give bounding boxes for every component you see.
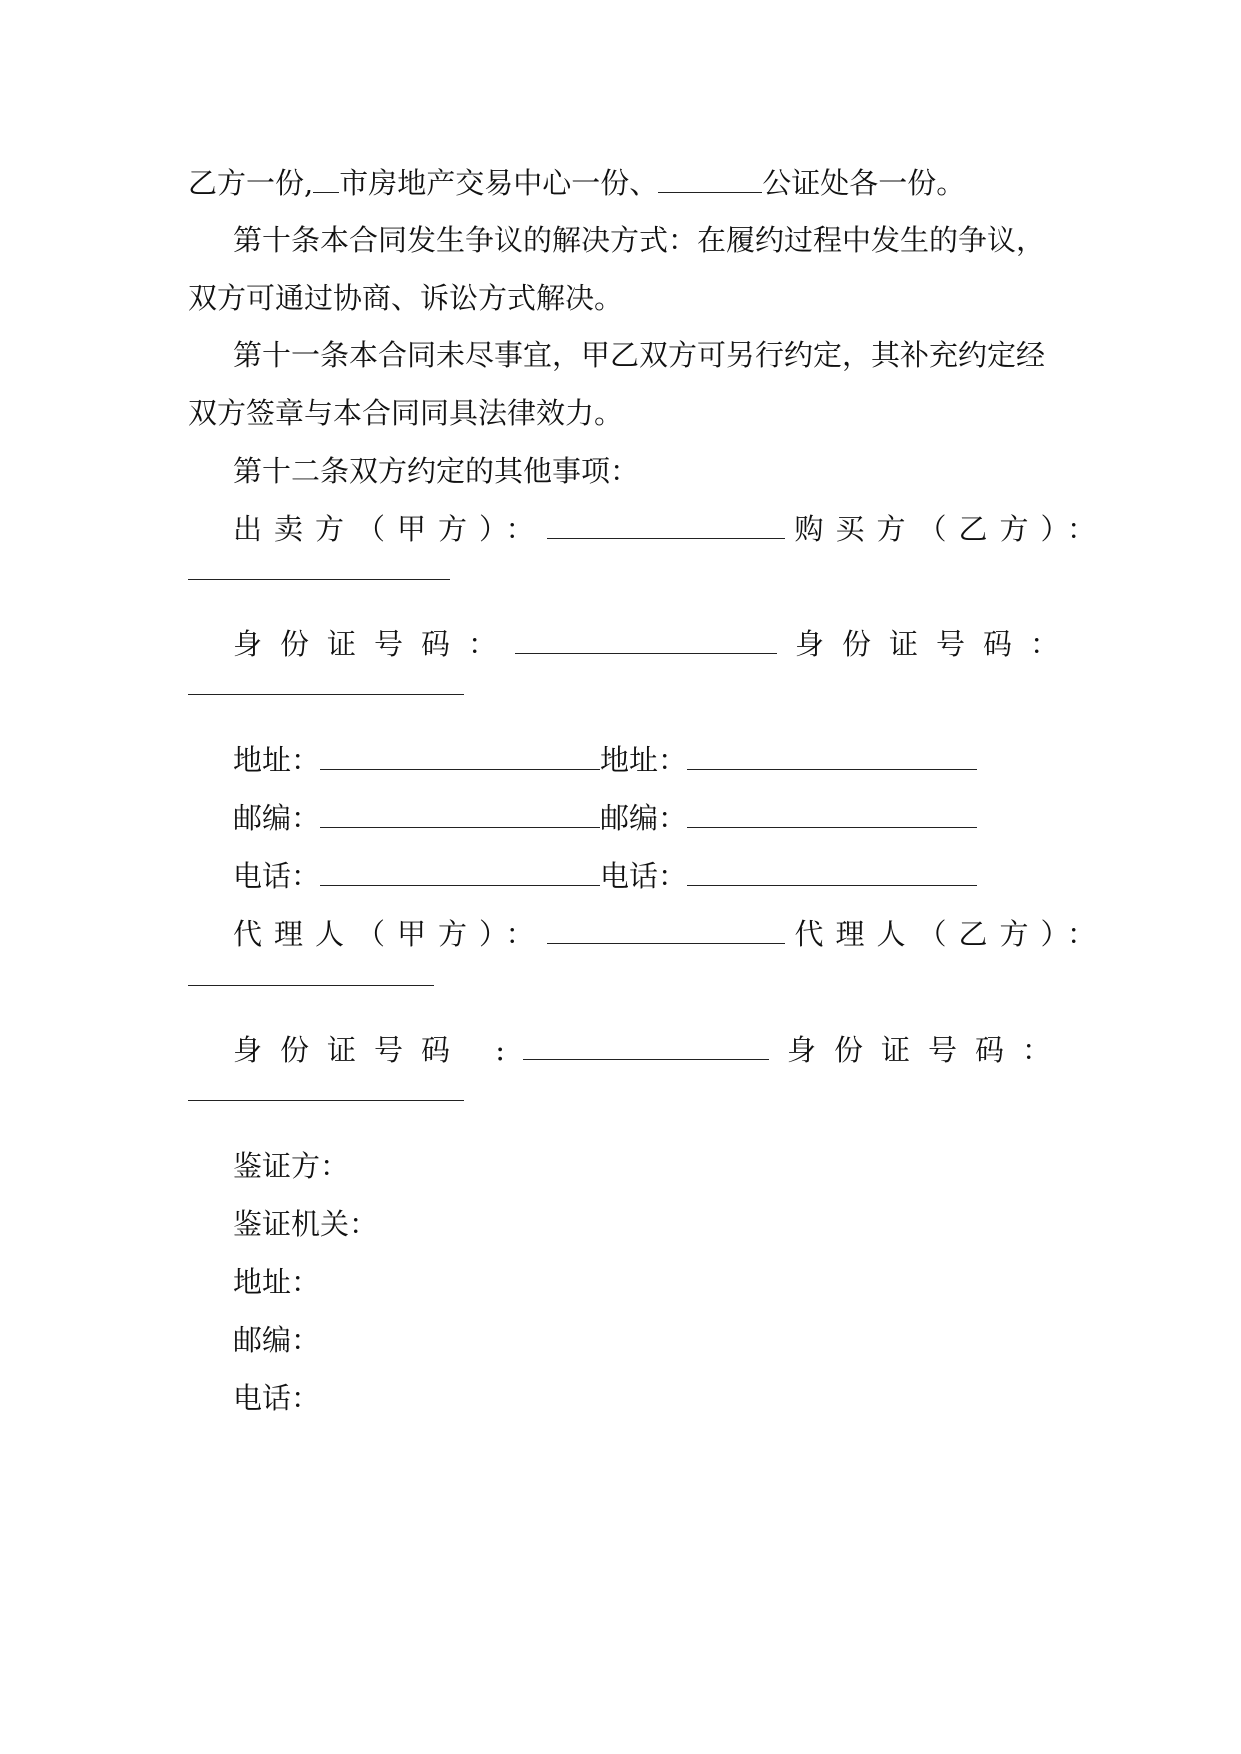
seller-phone-blank[interactable] (320, 861, 600, 886)
paragraph-copies (188, 163, 1058, 203)
phone-row (233, 856, 1103, 896)
notary-phone: 电话： (233, 1381, 321, 1415)
notary-address: 地址： (233, 1265, 321, 1299)
article-11-line1: 第十一条本合同未尽事宜，甲乙双方可另行约定，其补充约定经 (233, 338, 1046, 372)
buyer-postcode-label: 邮编： (600, 801, 688, 835)
seller-postcode-label: 邮编： (233, 801, 321, 835)
buyer-id-blank[interactable] (188, 694, 464, 695)
buyer-phone-label: 电话： (600, 859, 688, 893)
seller-buyer-row (233, 509, 1109, 549)
blank-field[interactable] (313, 168, 339, 193)
buyer-agent-id-blank[interactable] (188, 1100, 464, 1101)
postcode-row (233, 798, 1103, 838)
buyer-agent-label: 代理人（乙方）： (794, 917, 1109, 951)
seller-id-label: 身份证号码： (233, 627, 516, 661)
buyer-agent-blank[interactable] (188, 985, 434, 986)
seller-address-label: 地址： (233, 743, 321, 777)
seller-postcode-blank[interactable] (320, 803, 600, 828)
seller-agent-id-blank[interactable] (523, 1035, 769, 1060)
buyer-phone-blank[interactable] (687, 861, 977, 886)
text: 公证处各一份。 (762, 166, 966, 200)
id-row (233, 624, 1103, 664)
buyer-address-blank[interactable] (687, 745, 977, 770)
seller-address-blank[interactable] (320, 745, 600, 770)
blank-field[interactable] (658, 168, 762, 193)
notary-party: 鉴证方： (233, 1149, 350, 1183)
seller-phone-label: 电话： (233, 859, 321, 893)
agent-row (233, 914, 1109, 954)
buyer-agent-id-label: 身份证号码： (787, 1033, 1070, 1067)
article-10-line1: 第十条本合同发生争议的解决方式：在履约过程中发生的争议， (233, 223, 1046, 257)
text: 市房地产交易中心一份、 (339, 166, 659, 200)
article-10-line2: 双方可通过协商、诉讼方式解决。 (188, 281, 624, 315)
notary-organization: 鉴证机关： (233, 1207, 379, 1241)
agent-id-row (233, 1030, 1103, 1070)
seller-id-blank[interactable] (515, 629, 777, 654)
address-row (233, 740, 1103, 780)
article-12: 第十二条双方约定的其他事项： (233, 454, 640, 488)
buyer-blank[interactable] (188, 579, 450, 580)
buyer-label: 购买方（乙方）： (794, 512, 1109, 546)
notary-postcode: 邮编： (233, 1323, 321, 1357)
seller-agent-label: 代理人（甲方）： (233, 917, 547, 951)
seller-label: 出卖方（甲方）： (233, 512, 547, 546)
text: 乙方一份, (188, 166, 314, 200)
seller-blank[interactable] (547, 514, 785, 539)
article-11-line2: 双方签章与本合同同具法律效力。 (188, 396, 624, 430)
buyer-postcode-blank[interactable] (687, 803, 977, 828)
buyer-address-label: 地址： (600, 743, 688, 777)
buyer-id-label: 身份证号码： (795, 627, 1078, 661)
seller-agent-blank[interactable] (547, 919, 785, 944)
seller-agent-id-label: 身份证号码 : (233, 1033, 523, 1067)
